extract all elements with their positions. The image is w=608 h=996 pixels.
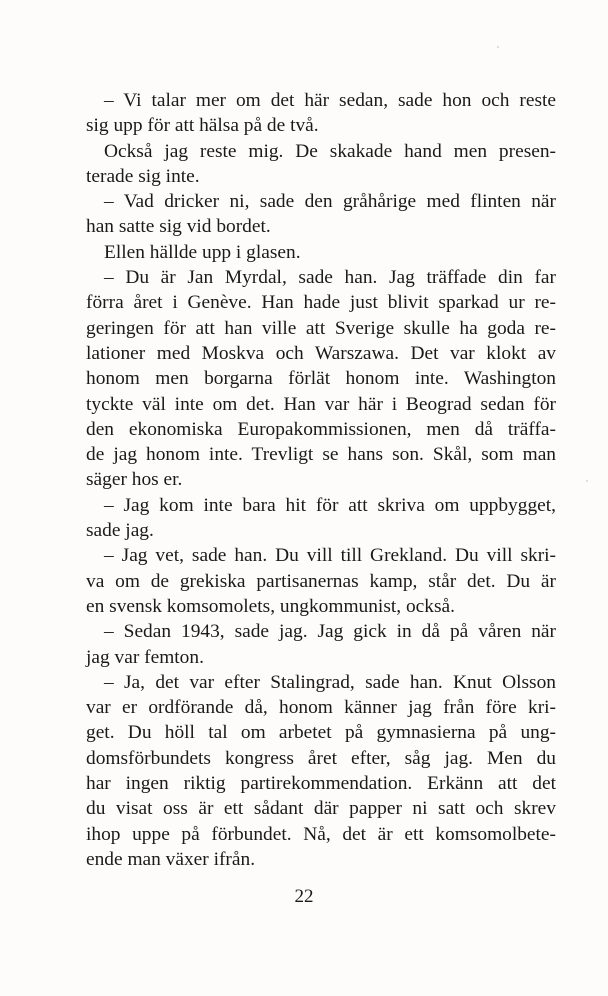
text-line: terade sig inte. — [86, 165, 200, 187]
paper-speck — [586, 480, 588, 482]
page-number: 22 — [294, 886, 314, 907]
text-line: de jag honom inte. Trevligt se hans son. Skål, som man — [86, 444, 556, 466]
text-line: domsförbundets kongress året efter, såg jag. Men du — [86, 747, 556, 769]
text-line: – Sedan 1943, sade jag. Jag gick in då på våren när — [104, 621, 556, 643]
text-line: lationer med Moskva och Warszawa. Det var klokt av — [86, 342, 556, 364]
text-line: han satte sig vid bordet. — [86, 216, 271, 238]
text-line: ihop uppe på förbundet. Nå, det är ett komsomolbete- — [86, 823, 556, 845]
text-line: sade jag. — [86, 520, 154, 542]
text-line: Ellen hällde upp i glasen. — [104, 241, 301, 263]
text-line: den ekonomiska Europakommissionen, men då träffa- — [86, 418, 556, 440]
text-line: get. Du höll tal om arbetet på gymnasierna på ung- — [86, 722, 556, 744]
text-line: honom men borgarna förlät honom inte. Washington — [86, 368, 556, 390]
text-line: var er ordförande då, honom känner jag från före kri- — [86, 697, 556, 719]
text-line: säger hos er. — [86, 469, 183, 491]
text-line: sig upp för att hälsa på de två. — [86, 115, 319, 137]
text-line: jag var femton. — [86, 646, 204, 668]
text-line: – Jag kom inte bara hit för att skriva om uppbygget, — [104, 494, 556, 516]
text-line: Också jag reste mig. De skakade hand men presen- — [104, 140, 556, 162]
body-text — [86, 88, 556, 872]
text-line: – Vi talar mer om det här sedan, sade hon och reste — [104, 90, 556, 111]
paper-speck — [497, 46, 499, 48]
text-line: geringen för att han ville att Sverige skulle ha goda re- — [86, 317, 556, 339]
text-line: har ingen riktig partirekommendation. Erkänn att det — [86, 773, 556, 795]
text-line: – Du är Jan Myrdal, sade han. Jag träffade din far — [104, 267, 556, 289]
text-line: förra året i Genève. Han hade just blivit sparkad ur re- — [86, 292, 556, 314]
text-line: – Ja, det var efter Stalingrad, sade han. Knut Olsson — [104, 671, 556, 693]
text-line: du visat oss är ett sådant där papper ni satt och skrev — [86, 798, 556, 820]
text-line: ende man växer ifrån. — [86, 848, 256, 870]
text-line: – Jag vet, sade han. Du vill till Grekland. Du vill skri- — [104, 545, 556, 567]
text-line: va om de grekiska partisanernas kamp, står det. Du är — [86, 570, 556, 592]
text-line: tyckte väl inte om det. Han var här i Beograd sedan för — [86, 393, 556, 415]
text-line: – Vad dricker ni, sade den gråhårige med flinten när — [104, 191, 556, 213]
text-line: en svensk komsomolets, ungkommunist, också. — [86, 595, 455, 617]
